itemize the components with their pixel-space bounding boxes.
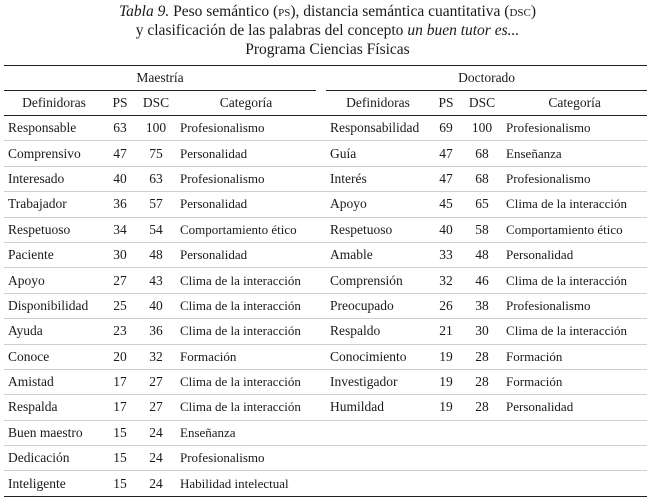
doctorado-categoria: Profesionalismo [502,293,647,318]
row-spacer [316,420,326,445]
table-row [4,293,647,318]
doctorado-ps-value: 21 [430,319,462,344]
table-row [4,166,647,191]
maestria-categoria: Clima de la interacción [176,293,316,318]
table-row [4,395,647,420]
maestria-definidora: Interesado [4,166,104,191]
maestria-definidora: Responsable [4,116,104,141]
maestria-dsc-value: 63 [136,166,176,191]
doctorado-definidora: Respaldo [326,319,430,344]
doctorado-categoria: Profesionalismo [502,116,647,141]
maestria-ps-value: 36 [104,192,136,217]
doctorado-dsc-value: 28 [462,344,502,369]
col-header-cat: Categoría [176,91,316,116]
maestria-categoria: Personalidad [176,242,316,267]
maestria-categoria: Clima de la interacción [176,319,316,344]
maestria-ps-value: 27 [104,268,136,293]
row-spacer [316,192,326,217]
caption-italic: un buen tutor es... [407,22,520,39]
maestria-categoria: Personalidad [176,141,316,166]
semantic-table [4,65,647,497]
caption-ps: ps [278,3,291,20]
table-body [4,116,647,497]
maestria-definidora: Amistad [4,369,104,394]
maestria-ps-value: 15 [104,471,136,496]
caption-text-d: y clasificación de las palabras del concepto [135,22,408,39]
row-spacer [316,369,326,394]
table-row [4,192,647,217]
col-header-dsc: DSC [462,91,502,116]
doctorado-definidora: Apoyo [326,192,430,217]
table-caption [0,0,655,59]
maestria-categoria: Profesionalismo [176,166,316,191]
caption-text-a: Peso semántico ( [169,3,279,20]
table-row [4,242,647,267]
table-row [4,217,647,242]
doctorado-definidora: Interés [326,166,430,191]
doctorado-ps-value: 69 [430,116,462,141]
maestria-dsc-value: 40 [136,293,176,318]
col-header-def: Definidoras [326,91,430,116]
maestria-dsc-value: 32 [136,344,176,369]
maestria-ps-value: 25 [104,293,136,318]
row-spacer [316,116,326,141]
row-spacer [316,395,326,420]
doctorado-categoria: Clima de la interacción [502,192,647,217]
doctorado-categoria: Enseñanza [502,141,647,166]
maestria-categoria: Clima de la interacción [176,369,316,394]
doctorado-definidora: Amable [326,242,430,267]
doctorado-ps-value: 47 [430,166,462,191]
caption-line-3: Programa Ciencias Físicas [245,41,410,58]
col-spacer [316,91,326,116]
maestria-categoria: Formación [176,344,316,369]
doctorado-definidora: Humildad [326,395,430,420]
doctorado-ps-value: 26 [430,293,462,318]
maestria-categoria: Habilidad intelectual [176,471,316,496]
maestria-dsc-value: 27 [136,395,176,420]
maestria-ps-value: 63 [104,116,136,141]
maestria-dsc-value: 27 [136,369,176,394]
doctorado-categoria: Formación [502,344,647,369]
row-spacer [316,166,326,191]
maestria-categoria: Enseñanza [176,420,316,445]
maestria-definidora: Ayuda [4,319,104,344]
doctorado-dsc-value [462,446,502,471]
maestria-definidora: Respetuoso [4,217,104,242]
maestria-definidora: Conoce [4,344,104,369]
doctorado-dsc-value: 68 [462,141,502,166]
doctorado-ps-value: 32 [430,268,462,293]
maestria-ps-value: 15 [104,420,136,445]
maestria-ps-value: 15 [104,446,136,471]
doctorado-categoria [502,420,647,445]
table-row [4,369,647,394]
row-spacer [316,319,326,344]
table-row [4,344,647,369]
col-header-def: Definidoras [4,91,104,116]
doctorado-definidora: Guía [326,141,430,166]
maestria-definidora: Dedicación [4,446,104,471]
doctorado-definidora: Preocupado [326,293,430,318]
maestria-categoria: Clima de la interacción [176,395,316,420]
doctorado-dsc-value: 48 [462,242,502,267]
doctorado-ps-value: 33 [430,242,462,267]
doctorado-definidora: Conocimiento [326,344,430,369]
maestria-ps-value: 17 [104,395,136,420]
maestria-ps-value: 23 [104,319,136,344]
doctorado-dsc-value: 100 [462,116,502,141]
table-row [4,141,647,166]
doctorado-definidora [326,446,430,471]
maestria-dsc-value: 48 [136,242,176,267]
maestria-categoria: Personalidad [176,192,316,217]
maestria-dsc-value: 57 [136,192,176,217]
doctorado-dsc-value [462,420,502,445]
caption-text-c: ) [530,3,537,20]
row-spacer [316,293,326,318]
row-spacer [316,344,326,369]
maestria-ps-value: 47 [104,141,136,166]
row-spacer [316,242,326,267]
group-spacer [316,66,326,91]
row-spacer [316,471,326,496]
maestria-dsc-value: 100 [136,116,176,141]
doctorado-definidora: Respetuoso [326,217,430,242]
maestria-ps-value: 30 [104,242,136,267]
row-spacer [316,217,326,242]
doctorado-definidora: Comprensión [326,268,430,293]
doctorado-ps-value [430,446,462,471]
doctorado-ps-value: 19 [430,344,462,369]
caption-line-2 [0,21,655,40]
row-spacer [316,446,326,471]
maestria-dsc-value: 75 [136,141,176,166]
col-header-ps: PS [104,91,136,116]
maestria-dsc-value: 36 [136,319,176,344]
doctorado-dsc-value: 46 [462,268,502,293]
maestria-definidora: Buen maestro [4,420,104,445]
maestria-ps-value: 20 [104,344,136,369]
table-row [4,446,647,471]
maestria-definidora: Disponibilidad [4,293,104,318]
table-row [4,116,647,141]
maestria-dsc-value: 43 [136,268,176,293]
doctorado-dsc-value: 28 [462,395,502,420]
maestria-definidora: Trabajador [4,192,104,217]
row-spacer [316,141,326,166]
doctorado-ps-value: 19 [430,369,462,394]
doctorado-dsc-value: 28 [462,369,502,394]
caption-line-1 [0,2,655,21]
maestria-definidora: Apoyo [4,268,104,293]
maestria-categoria: Profesionalismo [176,446,316,471]
doctorado-definidora [326,471,430,496]
maestria-definidora: Respalda [4,395,104,420]
doctorado-dsc-value [462,471,502,496]
doctorado-categoria: Comportamiento ético [502,217,647,242]
group-header-doctorado: Doctorado [326,66,647,91]
col-header-ps: PS [430,91,462,116]
table-row [4,471,647,496]
doctorado-dsc-value: 30 [462,319,502,344]
maestria-dsc-value: 24 [136,420,176,445]
maestria-dsc-value: 24 [136,446,176,471]
maestria-ps-value: 17 [104,369,136,394]
doctorado-categoria: Clima de la interacción [502,268,647,293]
doctorado-categoria: Clima de la interacción [502,319,647,344]
doctorado-definidora: Responsabilidad [326,116,430,141]
doctorado-ps-value: 40 [430,217,462,242]
doctorado-dsc-value: 65 [462,192,502,217]
doctorado-ps-value [430,471,462,496]
caption-text-b: ), distancia semántica cuantitativa ( [290,3,510,20]
maestria-categoria: Comportamiento ético [176,217,316,242]
maestria-categoria: Profesionalismo [176,116,316,141]
doctorado-categoria [502,471,647,496]
doctorado-ps-value [430,420,462,445]
maestria-ps-value: 40 [104,166,136,191]
doctorado-categoria: Profesionalismo [502,166,647,191]
table-row [4,268,647,293]
doctorado-ps-value: 47 [430,141,462,166]
doctorado-categoria: Personalidad [502,242,647,267]
doctorado-dsc-value: 68 [462,166,502,191]
doctorado-ps-value: 45 [430,192,462,217]
maestria-definidora: Paciente [4,242,104,267]
maestria-ps-value: 34 [104,217,136,242]
doctorado-definidora [326,420,430,445]
doctorado-ps-value: 19 [430,395,462,420]
maestria-definidora: Inteligente [4,471,104,496]
caption-dsc: dsc [509,3,531,20]
maestria-dsc-value: 54 [136,217,176,242]
doctorado-categoria: Formación [502,369,647,394]
col-header-cat: Categoría [502,91,647,116]
maestria-dsc-value: 24 [136,471,176,496]
doctorado-definidora: Investigador [326,369,430,394]
col-header-dsc: DSC [136,91,176,116]
doctorado-categoria: Personalidad [502,395,647,420]
doctorado-categoria [502,446,647,471]
maestria-categoria: Clima de la interacción [176,268,316,293]
doctorado-dsc-value: 38 [462,293,502,318]
row-spacer [316,268,326,293]
maestria-definidora: Comprensivo [4,141,104,166]
group-header-maestria: Maestría [4,66,316,91]
doctorado-dsc-value: 58 [462,217,502,242]
table-row [4,420,647,445]
caption-label: Tabla 9. [118,3,170,20]
table-row [4,319,647,344]
